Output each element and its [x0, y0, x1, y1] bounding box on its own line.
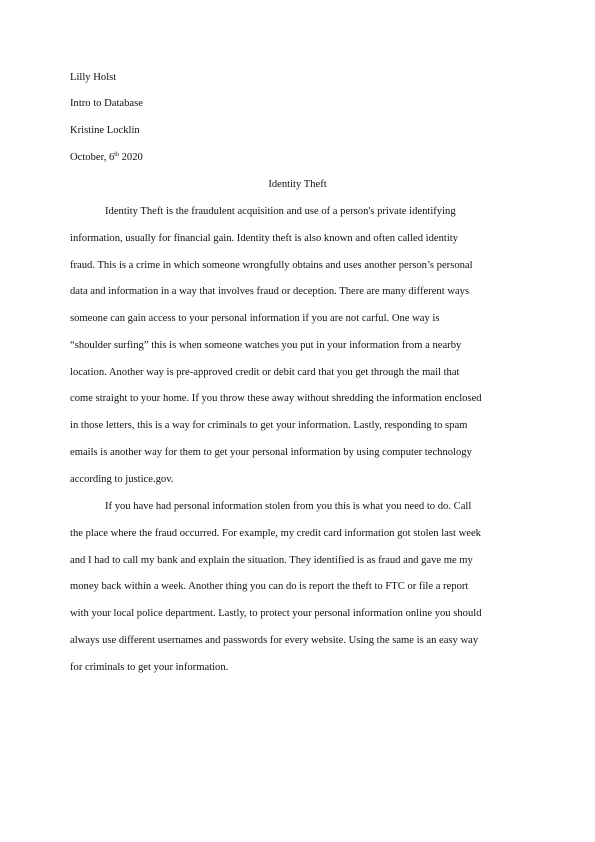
paragraph-1-line: Identity Theft is the fraudulent acquisition and use of a person's private identifying [105, 206, 456, 217]
date-month-day: October, 6 [70, 152, 115, 163]
paragraph-2-line: with your local police department. Lastly, to protect your personal information online you should [70, 608, 482, 619]
paragraph-2-line: and I had to call my bank and explain the situation. They identified is as fraud and gave me my [70, 555, 473, 566]
date-year: 2020 [118, 152, 143, 163]
paragraph-1-line: someone can gain access to your personal information if you are not carful. One way is [70, 313, 440, 324]
paragraph-2-line: always use different usernames and passwords for every website. Using the same is an easy way [70, 635, 479, 646]
instructor-name: Kristine Locklin [70, 125, 140, 136]
date-line [70, 151, 143, 164]
date-ordinal-suffix: th [114, 152, 119, 158]
paragraph-2-line: money back within a week. Another thing you can do is report the theft to FTC or file a report [70, 581, 469, 592]
paragraph-1-line: information, usually for financial gain. Identity theft is also known and often called identity [70, 233, 459, 244]
paragraph-2-line: the place where the fraud occurred. For example, my credit card information got stolen last week [70, 528, 481, 539]
paragraph-1-line: location. Another way is pre-approved credit or debit card that you get through the mail that [70, 367, 460, 378]
document-title: Identity Theft [268, 179, 327, 190]
paragraph-1-line: emails is another way for them to get your personal information by using computer technology [70, 447, 472, 458]
paragraph-1-line: according to justice.gov. [70, 474, 174, 485]
author-name: Lilly Holst [70, 72, 117, 83]
paragraph-1-line: in those letters, this is a way for criminals to get your information. Lastly, responding to spam [70, 420, 468, 431]
paragraph-1-line: fraud. This is a crime in which someone wrongfully obtains and uses another person’s personal [70, 260, 473, 271]
paragraph-1-line: come straight to your home. If you throw these away without shredding the information enclosed [70, 393, 482, 404]
paragraph-1-line: data and information in a way that involves fraud or deception. There are many different ways [70, 286, 470, 297]
paragraph-1-line: “shoulder surfing” this is when someone watches you put in your information from a nearby [70, 340, 462, 351]
paragraph-2-line: If you have had personal information stolen from you this is what you need to do. Call [105, 501, 472, 512]
course-name: Intro to Database [70, 98, 143, 109]
paragraph-2-line: for criminals to get your information. [70, 662, 229, 673]
